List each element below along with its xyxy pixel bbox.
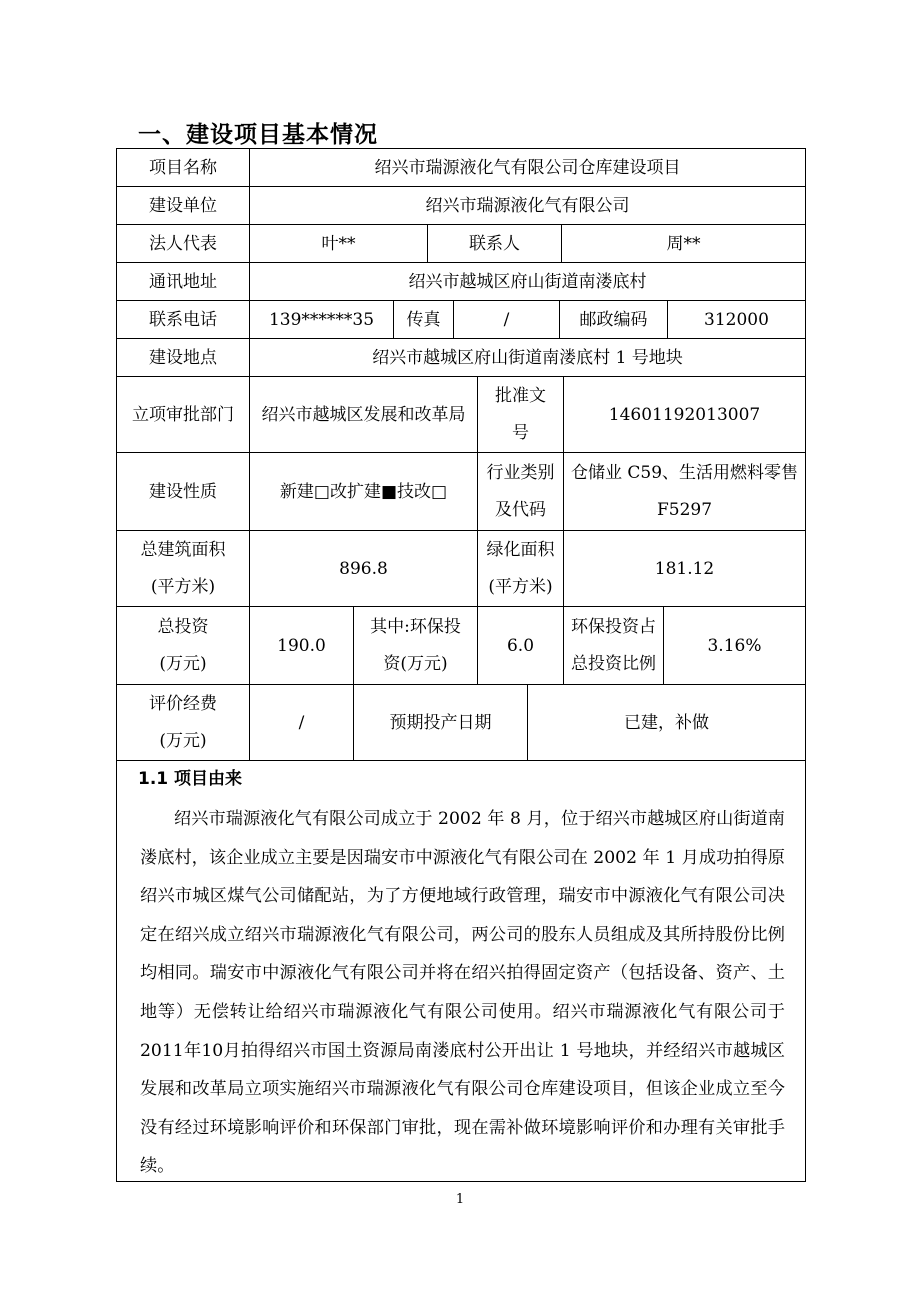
value-building-area: 896.8 — [249, 531, 477, 607]
value-approval-dept: 绍兴市越城区发展和改革局 — [249, 377, 477, 453]
label-contact: 联系人 — [427, 225, 561, 263]
value-env-investment: 6.0 — [477, 607, 563, 685]
value-construction-nature: 新建□改扩建■技改□ — [249, 453, 477, 531]
label-green-area: 绿化面积(平方米) — [477, 531, 563, 607]
value-industry-code: 仓储业 C59、生活用燃料零售 F5297 — [563, 453, 805, 531]
label-legal-rep: 法人代表 — [117, 225, 249, 263]
value-project-name: 绍兴市瑞源液化气有限公司仓库建设项目 — [249, 149, 805, 187]
label-project-name: 项目名称 — [117, 149, 249, 187]
label-evaluation-fee: 评价经费(万元) — [117, 685, 249, 761]
value-legal-rep: 叶** — [249, 225, 427, 263]
value-construction-unit: 绍兴市瑞源液化气有限公司 — [249, 187, 805, 225]
label-approval-no: 批准文号 — [477, 377, 563, 453]
value-env-ratio: 3.16% — [663, 607, 805, 685]
value-evaluation-fee: / — [249, 685, 353, 761]
value-postcode: 312000 — [667, 301, 805, 339]
label-production-date: 预期投产日期 — [353, 685, 527, 761]
label-phone: 联系电话 — [117, 301, 249, 339]
label-address: 通讯地址 — [117, 263, 249, 301]
label-industry-code: 行业类别及代码 — [477, 453, 563, 531]
label-approval-dept: 立项审批部门 — [117, 377, 249, 453]
section-heading: 1.1 项目由来 — [138, 769, 243, 789]
value-address: 绍兴市越城区府山街道南溇底村 — [249, 263, 805, 301]
value-phone: 139******35 — [249, 301, 393, 339]
value-contact: 周** — [561, 225, 805, 263]
value-approval-no: 14601192013007 — [563, 377, 805, 453]
value-fax: / — [453, 301, 559, 339]
section-paragraph: 绍兴市瑞源液化气有限公司成立于 2002 年 8 月，位于绍兴市越城区府山街道南溇底村，该企业成立主要是因瑞安市中源液化气有限公司在 2002 年 1 月成功拍得原绍兴市城区煤气公司储配站，为了方便地域行政管理，瑞安市中源液化气有限公司决定在绍兴成立绍兴市瑞源液化气有限公司，两公司的股东人员组成及其所持股份比例均相同。瑞安市中源液化气有限公司并将在绍兴拍得固定资产（包括设备、资产、土地等）无偿转让给绍兴市瑞源液化气有限公司使用。绍兴市瑞源液化气有限公司于2011年10月拍得绍兴市国土资源局南溇底村公开出让 1 号地块，并经绍兴市越城区发展和改革局立项实施绍兴市瑞源液化气有限公司仓库建设项目，但该企业成立至今没有经过环境影响评价和环保部门审批，现在需补做环境影响评价和办理有关审批手续。 — [140, 809, 785, 1177]
label-env-ratio: 环保投资占总投资比例 — [563, 607, 663, 685]
value-green-area: 181.12 — [563, 531, 805, 607]
label-total-investment: 总投资(万元) — [117, 607, 249, 685]
page-title: 一、建设项目基本情况 — [138, 122, 378, 148]
page-number: 1 — [455, 1192, 465, 1207]
label-fax: 传真 — [393, 301, 453, 339]
label-env-investment: 其中:环保投资(万元) — [353, 607, 477, 685]
label-building-area: 总建筑面积(平方米) — [117, 531, 249, 607]
label-location: 建设地点 — [117, 339, 249, 377]
label-construction-unit: 建设单位 — [117, 187, 249, 225]
value-production-date: 已建，补做 — [527, 685, 805, 761]
label-postcode: 邮政编码 — [559, 301, 667, 339]
value-total-investment: 190.0 — [249, 607, 353, 685]
value-location: 绍兴市越城区府山街道南溇底村 1 号地块 — [249, 339, 805, 377]
label-construction-nature: 建设性质 — [117, 453, 249, 531]
